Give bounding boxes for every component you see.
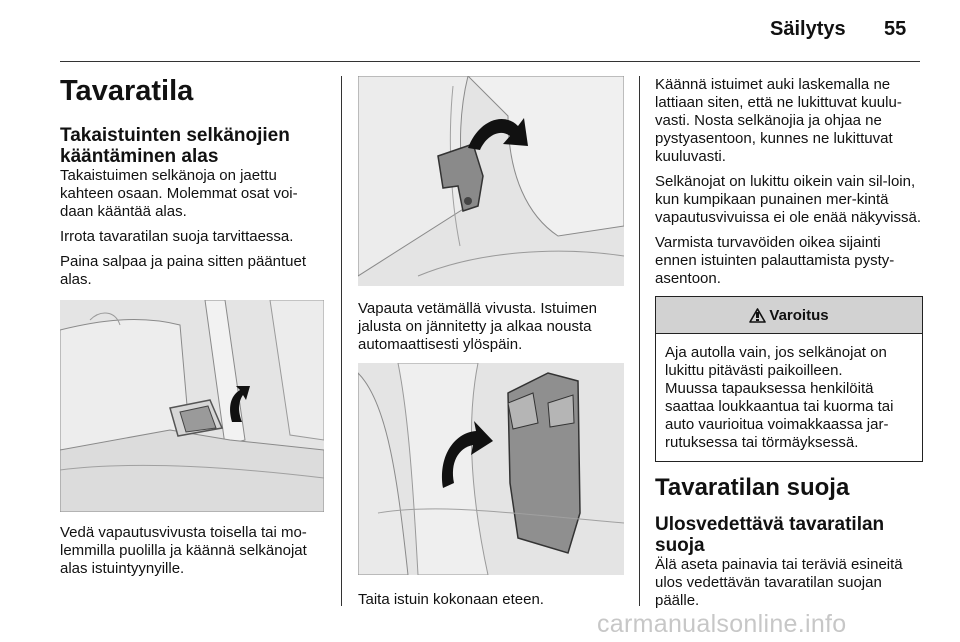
paragraph: Takaistuimen selkänoja on jaettu kahteen osaan. Molemmat osat voi-daan kääntää alas.: [60, 167, 298, 220]
paragraph: Paina salpaa ja paina sitten pääntuet alas.: [60, 253, 307, 288]
section-title: Tavaratilan suoja: [655, 474, 850, 501]
warning-line: Muussa tapauksessa henkilöitä: [665, 380, 874, 397]
running-header-title: Säilytys: [770, 18, 846, 40]
warning-box: [655, 296, 923, 462]
paragraph: Vedä vapautusvivusta toisella tai mo-lemmilla puolilla ja käännä selkänojat alas istuintyynyille.: [60, 524, 307, 577]
watermark: carmanualsonline.info: [597, 610, 847, 638]
warning-header: [656, 297, 922, 334]
figure-seat-back: [358, 76, 624, 286]
paragraph: Käännä istuimet auki laskemalla ne lattiaan siten, että ne lukittuvat kuulu-vasti. Nosta selkänojia ja ohjaa ne pystyasentoon, kunnes ne lukittuvat kuuluvasti.: [655, 76, 902, 165]
subsection-title: Ulosvedettävä tavaratilan suoja: [655, 514, 885, 556]
subsection-title: Takaistuinten selkänojien kääntäminen alas: [60, 125, 290, 167]
warning-line: auto vaurioitua voimakkaassa jar-: [665, 416, 889, 433]
warning-triangle-icon: [749, 308, 766, 323]
warning-line: rutuksessa tai törmäyksessä.: [665, 434, 859, 451]
paragraph: Vapauta vetämällä vivusta. Istuimen jalusta on jännitetty ja alkaa nousta automaattisesti ylöspäin.: [358, 300, 598, 353]
paragraph: Varmista turvavöiden oikea sijainti ennen istuinten palauttamista pysty-asentoon.: [655, 234, 895, 287]
warning-body: [656, 334, 922, 461]
column-divider-2: [639, 76, 640, 606]
paragraph: Irrota tavaratilan suoja tarvittaessa.: [60, 228, 294, 245]
warning-title: Varoitus: [769, 306, 829, 324]
figure-seat-fold: [358, 363, 624, 575]
warning-line: Aja autolla vain, jos selkänojat on: [665, 344, 887, 361]
column-1: [60, 68, 328, 585]
warning-line: lukittu pitävästi paikoilleen.: [665, 362, 843, 379]
paragraph: Selkänojat on lukittu oikein vain sil-loin, kun kumpikaan punainen mer-kintä vapautusvivuissa ei ole enää näkyvissä.: [655, 173, 921, 226]
header-rule: [60, 61, 920, 62]
column-2: [358, 76, 624, 616]
paragraph: Älä aseta painavia tai teräviä esineitä ulos vedettävän tavaratilan suojan päälle.: [655, 556, 903, 609]
figure-headrest-latch: [60, 300, 324, 512]
paragraph: Taita istuin kokonaan eteen.: [358, 591, 544, 608]
section-title: Tavaratila: [60, 75, 194, 107]
page-number: 55: [884, 18, 907, 40]
column-3: [655, 76, 923, 617]
column-divider-1: [341, 76, 342, 606]
warning-line: saattaa loukkaantua tai kuorma tai: [665, 398, 894, 415]
